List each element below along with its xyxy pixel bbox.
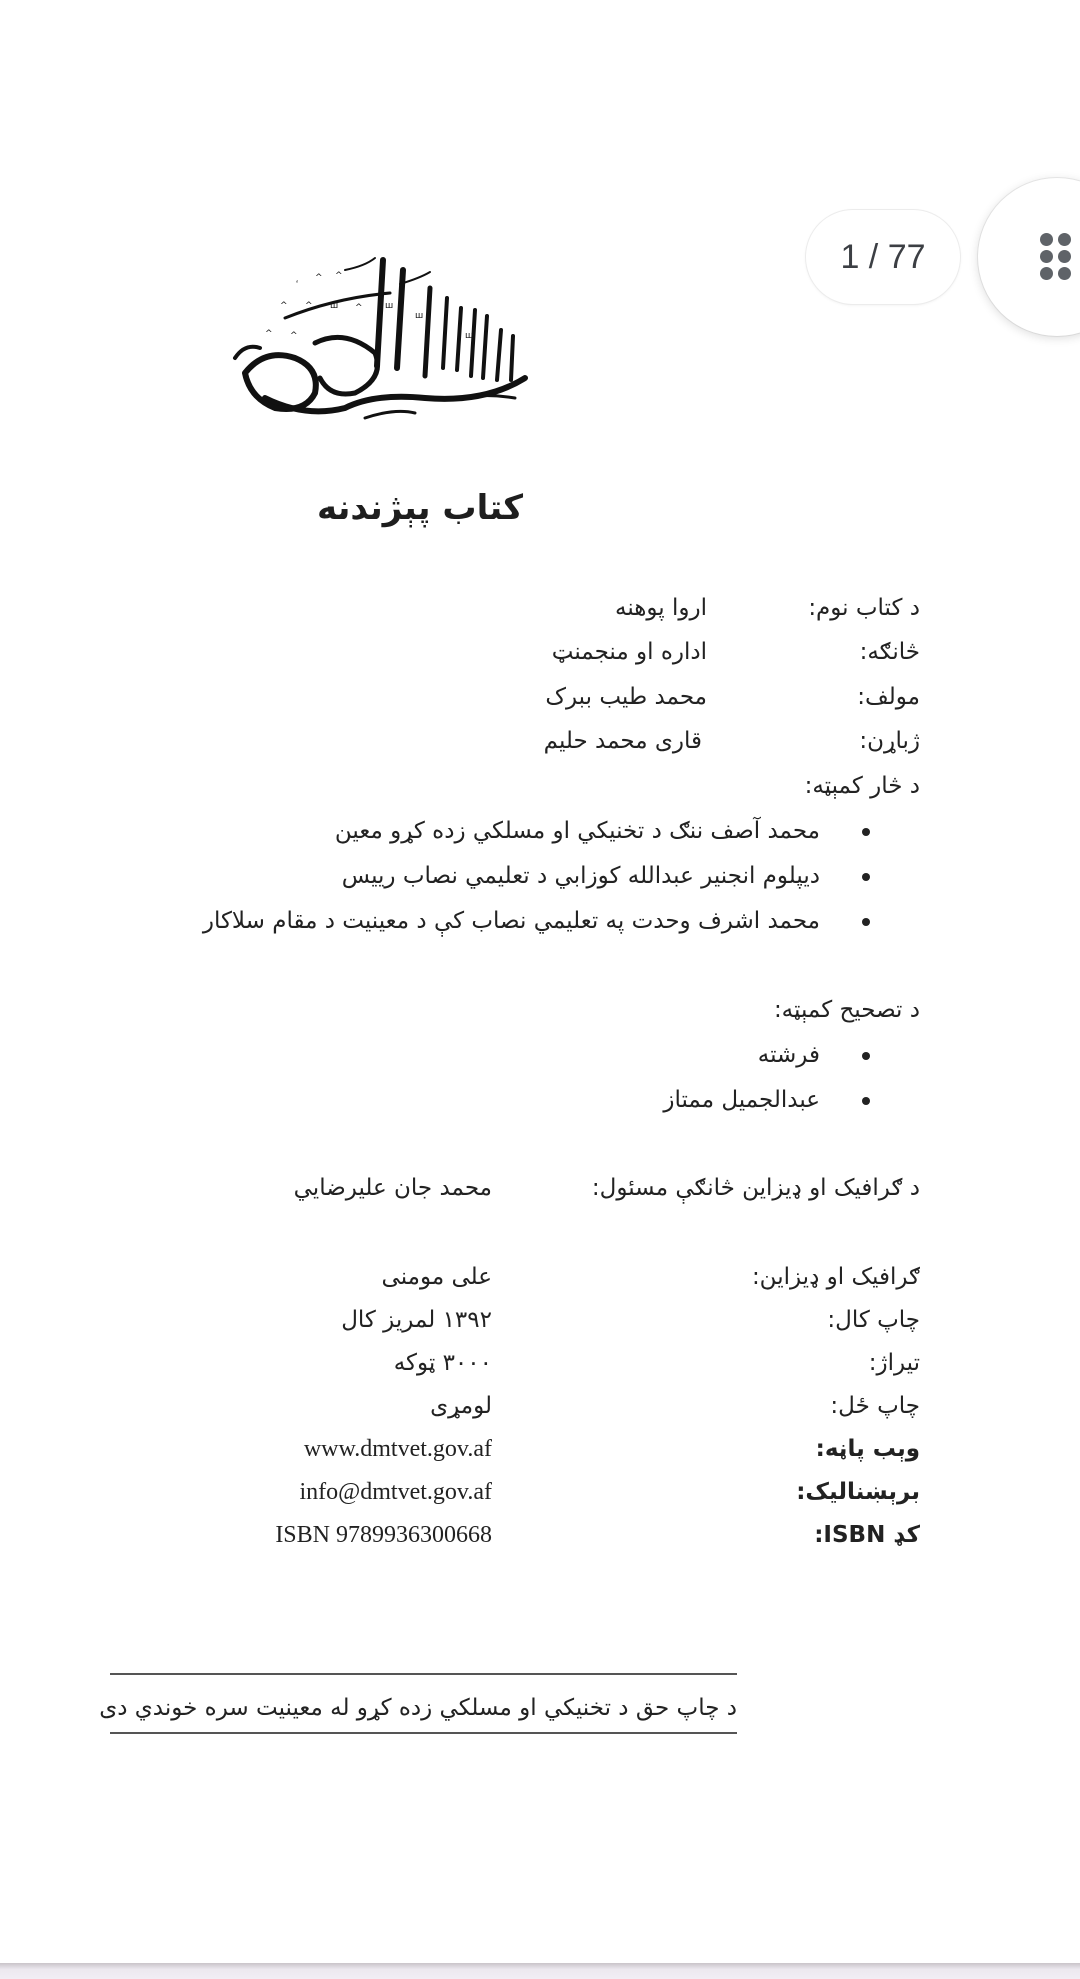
page-counter <box>806 210 960 304</box>
svg-text:^: ^ <box>335 271 343 281</box>
svg-text:^: ^ <box>265 329 273 339</box>
department-value: اداره او منجمنټ <box>551 639 707 665</box>
graphics-head-label: د ګرافیک او ډیزاین څانګې مسئول: <box>591 1175 920 1201</box>
graphics-design-label: ګرافیک او ډیزاین: <box>751 1264 920 1290</box>
svg-text:ш: ш <box>385 301 394 311</box>
svg-text:^: ^ <box>355 303 363 313</box>
translator-label: ژباړن: <box>859 728 920 754</box>
print-year-label: چاپ کال: <box>827 1307 920 1333</box>
drag-handle-icon[interactable] <box>1040 233 1072 281</box>
svg-text:^: ^ <box>290 331 298 341</box>
svg-text:ш: ш <box>415 311 424 321</box>
copyright-notice: د چاپ حق د تخنیکي او مسلکي زده کړو له معینیت سره خوندي دی <box>99 1695 737 1721</box>
review-member: دیپلوم انجنیر عبدالله کوزابي د تعلیمي نصاب رییس <box>341 863 820 889</box>
page-title: کتاب پېژندنه <box>316 488 523 528</box>
circulation-value: ۳۰۰۰ ټوکه <box>393 1350 492 1376</box>
bullet-icon <box>862 873 870 881</box>
graphics-design-value: علی مومنی <box>381 1264 492 1290</box>
correction-member: فرشته <box>757 1042 820 1068</box>
svg-text:ш: ш <box>465 331 474 341</box>
svg-text:ٔ <box>296 280 298 283</box>
correction-committee-label: د تصحیح کمېټه: <box>773 997 920 1023</box>
bullet-icon <box>862 828 870 836</box>
svg-text:^: ^ <box>315 273 323 283</box>
isbn-label: کډ ISBN: <box>814 1522 920 1548</box>
website-label: وېب پاڼه: <box>815 1436 920 1462</box>
translator-value: قاری محمد حلیم <box>543 728 702 754</box>
website-link[interactable]: www.dmtvet.gov.af <box>303 1436 492 1462</box>
edition-value: لومړی <box>430 1393 492 1419</box>
book-name-value: اروا پوهنه <box>615 595 707 621</box>
bullet-icon <box>862 1052 870 1060</box>
page-counter-text: 1 / 77 <box>840 237 926 276</box>
graphics-head-value: محمد جان علیرضایي <box>293 1175 492 1201</box>
email-label: برېښنالیک: <box>796 1479 920 1505</box>
bullet-icon <box>862 918 870 926</box>
svg-text:^: ^ <box>305 301 313 311</box>
circulation-label: تیراژ: <box>868 1350 920 1376</box>
correction-member: عبدالجمیل ممتاز <box>663 1087 820 1113</box>
author-label: مولف: <box>857 684 920 710</box>
author-value: محمد طیب ببرک <box>545 684 707 710</box>
email-link[interactable]: info@dmtvet.gov.af <box>299 1479 492 1505</box>
bottom-system-bar <box>0 1963 1080 1979</box>
bismillah-calligraphy-image <box>225 248 530 428</box>
svg-text:ш: ш <box>330 301 339 311</box>
print-year-value: ۱۳۹۲ لمریز کال <box>341 1307 492 1333</box>
isbn-value: ISBN 9789936300668 <box>275 1522 492 1548</box>
divider-bottom <box>110 1732 737 1734</box>
department-label: څانګه: <box>859 639 920 665</box>
review-member: محمد اشرف وحدت په تعلیمي نصاب کې د معینیت د مقام سلاکار <box>202 908 820 934</box>
review-member: محمد آصف ننګ د تخنیکي او مسلکي زده کړو معین <box>334 818 820 844</box>
svg-text:^: ^ <box>280 301 288 311</box>
review-committee-label: د څار کمېټه: <box>804 773 920 799</box>
bullet-icon <box>862 1097 870 1105</box>
book-name-label: د کتاب نوم: <box>808 595 920 621</box>
divider-top <box>110 1673 737 1675</box>
edition-label: چاپ ځل: <box>830 1393 920 1419</box>
